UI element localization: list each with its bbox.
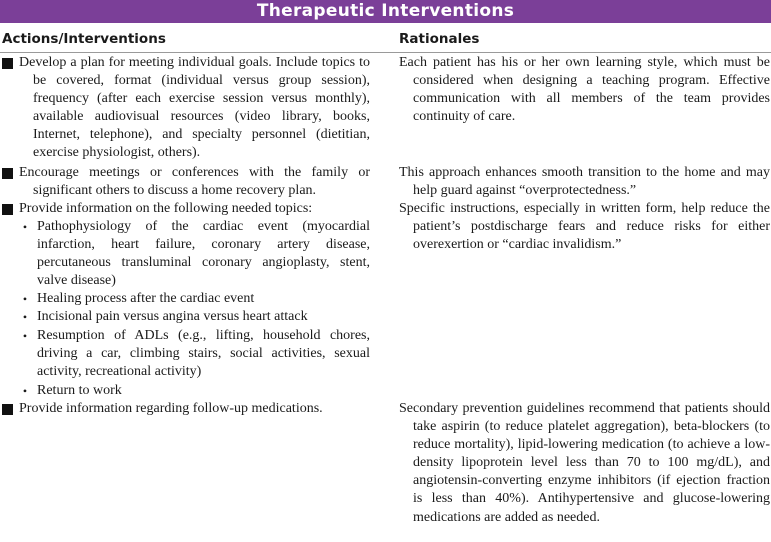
topic-item	[20, 327, 370, 381]
square-bullet-icon	[2, 204, 13, 215]
action-item	[2, 400, 370, 418]
topic-item	[20, 290, 370, 308]
topic-text: Incisional pain versus angina versus heart attack	[37, 309, 308, 324]
rationale-text: Specific instructions, especially in written form, help reduce the patient’s postdischarge fears and reduce risks for either overexertion or “cardiac invalidism.”	[399, 201, 770, 253]
action-text: Develop a plan for meeting individual goals. Include topics to be covered, format (individual versus group session), frequency (after each exercise session versus monthly), available audiovisual resources (video library, books, Internet, telephone), and specialty personnel (dietitian, exercise physiologist, others).	[19, 55, 370, 161]
topic-text: Healing process after the cardiac event	[37, 291, 255, 306]
action-item	[2, 54, 370, 163]
header-divider	[0, 52, 771, 53]
rationales-column-header: Rationales	[399, 31, 480, 47]
action-item	[2, 164, 370, 200]
dot-bullet-icon: •	[22, 329, 28, 343]
topic-text: Return to work	[37, 383, 122, 398]
rationale-item	[399, 200, 770, 254]
rationale-item	[399, 54, 770, 126]
dot-bullet-icon: •	[22, 292, 28, 306]
topic-item	[20, 382, 370, 400]
square-bullet-icon	[2, 168, 13, 179]
topic-item	[20, 308, 370, 326]
topic-item	[20, 218, 370, 290]
rationale-item	[399, 164, 770, 200]
rationale-text: Secondary prevention guidelines recommend that patients should take aspirin (to reduce platelet aggregation), beta-blockers (to reduce mortality), lipid-lowering medication (to achieve a low-density lipoprotein level less than 70 to 100 mg/dL), and angiotensin-converting enzyme inhibitors (if ejection fraction is less than 40%). Antihypertensive and glucose-lowering medications are added as needed.	[399, 401, 770, 525]
action-text: Provide information on the following needed topics:	[19, 201, 313, 216]
actions-column-header: Actions/Interventions	[2, 31, 166, 47]
rationale-item	[399, 400, 770, 527]
square-bullet-icon	[2, 58, 13, 69]
action-text: Encourage meetings or conferences with the family or significant others to discuss a home recovery plan.	[19, 165, 370, 199]
dot-bullet-icon: •	[22, 220, 28, 234]
rationale-text: This approach enhances smooth transition to the home and may help guard against “overprotectedness.”	[399, 165, 770, 199]
square-bullet-icon	[2, 404, 13, 415]
action-item	[2, 200, 370, 218]
action-text: Provide information regarding follow-up medications.	[19, 401, 323, 416]
rationale-text: Each patient has his or her own learning style, which must be considered when designing a teaching program. Effective communication with all members of the team provides continuity of care.	[399, 55, 770, 125]
section-title-banner: Therapeutic Interventions	[0, 0, 771, 23]
dot-bullet-icon: •	[22, 310, 28, 324]
dot-bullet-icon: •	[22, 384, 28, 398]
topic-text: Pathophysiology of the cardiac event (myocardial infarction, heart failure, coronary artery disease, percutaneous transluminal coronary angioplasty, stent, valve disease)	[37, 219, 370, 289]
topic-text: Resumption of ADLs (e.g., lifting, household chores, driving a car, climbing stairs, social activities, sexual activity, recreational activity)	[37, 328, 370, 380]
